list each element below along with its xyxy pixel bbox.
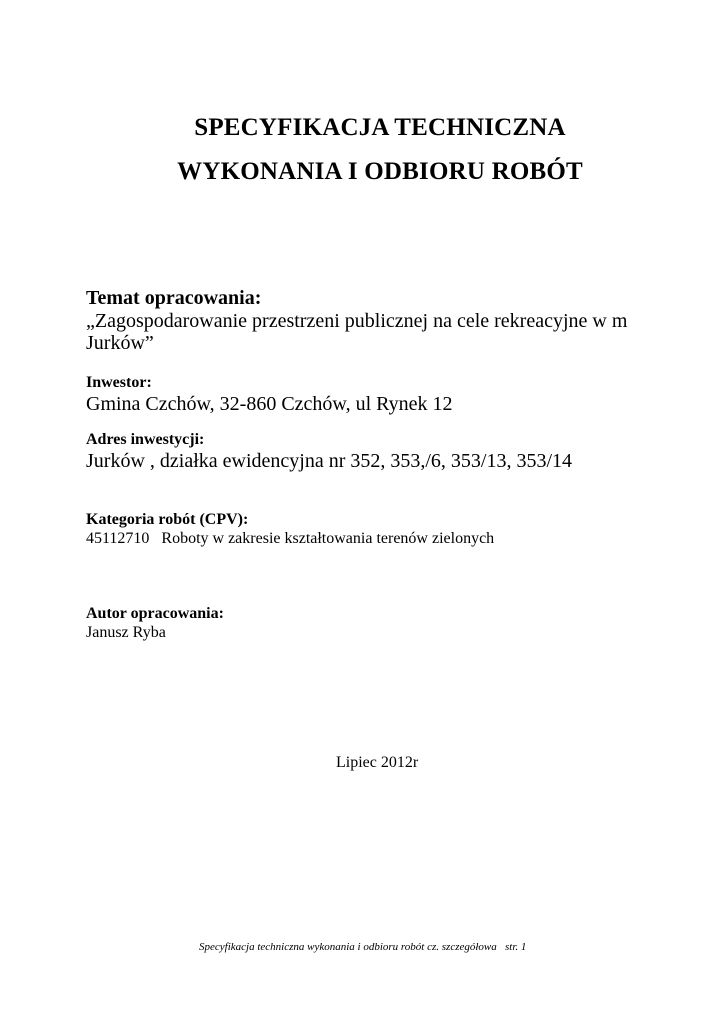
adres-label: Adres inwestycji: xyxy=(86,431,205,448)
autor-value: Janusz Ryba xyxy=(86,624,166,641)
document-title-line-1: SPECYFIKACJA TECHNICZNA xyxy=(194,114,566,141)
temat-section xyxy=(86,287,686,354)
autor-label: Autor opracowania: xyxy=(86,605,224,622)
autor-section xyxy=(86,604,686,642)
document-date: Lipiec 2012r xyxy=(336,754,419,771)
kategoria-label: Kategoria robót (CPV): xyxy=(86,511,249,528)
inwestor-section xyxy=(86,373,686,416)
adres-value: Jurków , działka ewidencyjna nr 352, 353,/6, 353/13, 353/14 xyxy=(86,450,573,472)
temat-value-line-1: „Zagospodarowanie przestrzeni publicznej na cele rekreacyjne w m xyxy=(86,310,628,332)
document-title-line-2: WYKONANIA I ODBIORU ROBÓT xyxy=(177,158,583,185)
temat-value-line-2: Jurków” xyxy=(86,332,154,354)
page-footer: Specyfikacja techniczna wykonania i odbioru robót cz. szczegółowa str. 1 xyxy=(199,941,527,953)
kategoria-section xyxy=(86,510,686,548)
adres-section xyxy=(86,430,686,473)
kategoria-value: 45112710 Roboty w zakresie kształtowania terenów zielonych xyxy=(86,530,495,547)
inwestor-value: Gmina Czchów, 32-860 Czchów, ul Rynek 12 xyxy=(86,393,453,415)
inwestor-label: Inwestor: xyxy=(86,374,152,391)
temat-label: Temat opracowania: xyxy=(86,287,262,309)
